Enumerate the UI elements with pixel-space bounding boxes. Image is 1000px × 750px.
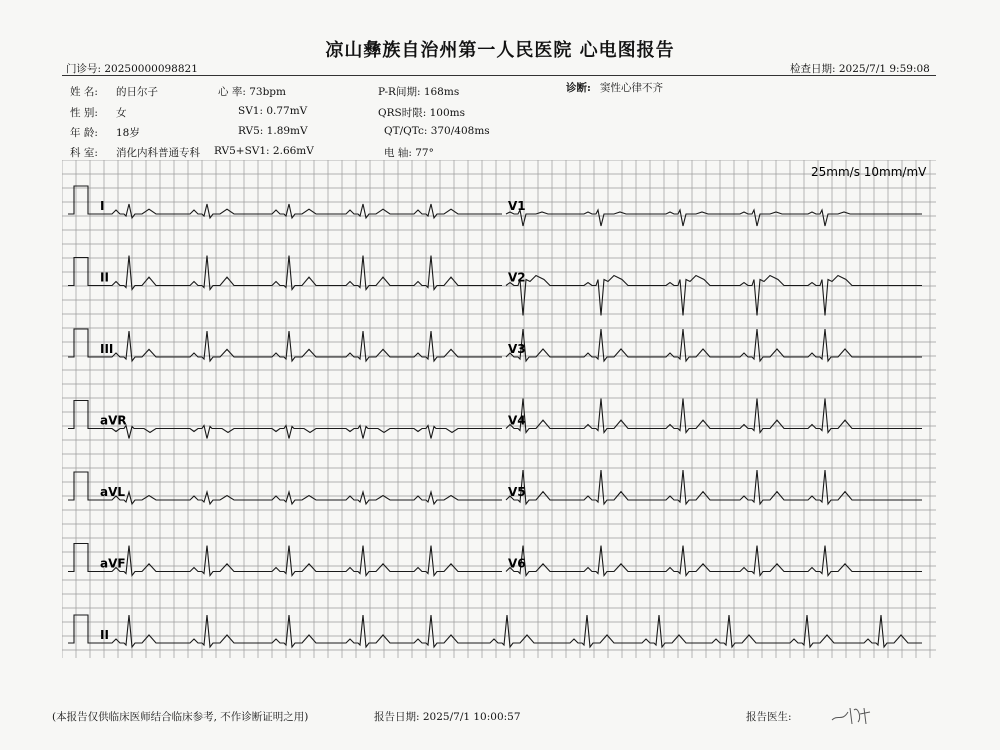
report-title: 凉山彝族自治州第一人民医院 心电图报告 (325, 40, 675, 61)
lead-label-v2: V2 (508, 270, 526, 285)
patient-sex: 女 (116, 107, 127, 119)
lead-label-i: I (100, 199, 105, 213)
patient-dept: 消化内科普通专科 (116, 147, 200, 159)
patient-name: 的日尔子 (116, 86, 158, 98)
diagnosis-value: 窦性心律不齐 (600, 82, 663, 94)
qrs-duration: QRS时限: 100ms (378, 107, 465, 119)
lead-label-ii: II (100, 270, 109, 285)
lead-label-iii: III (100, 342, 114, 356)
lead-label-avl: aVL (100, 485, 126, 499)
calibration-note: 25mm/s 10mm/mV (811, 165, 927, 179)
lead-label-v3: V3 (508, 342, 526, 356)
ecg-trace-canvas (62, 160, 936, 658)
lead-label-v5: V5 (508, 485, 526, 499)
age-label: 年 龄: (70, 127, 98, 139)
patient-age: 18岁 (116, 127, 140, 139)
lead-label-avf: aVF (100, 556, 126, 571)
sv1-value: SV1: 0.77mV (238, 105, 308, 117)
rv5-value: RV5: 1.89mV (238, 125, 308, 137)
name-label: 姓 名: (70, 86, 98, 98)
sex-label: 性 别: (70, 107, 98, 119)
pr-interval: P-R间期: 168ms (378, 86, 460, 98)
report-date: 报告日期: 2025/7/1 10:00:57 (374, 711, 521, 723)
ecg-grid (62, 160, 936, 658)
header-divider (62, 75, 936, 76)
doctor-label: 报告医生: (746, 711, 792, 723)
electrical-axis: 电 轴: 77° (384, 147, 434, 159)
qt-qtc: QT/QTc: 370/408ms (384, 125, 490, 137)
outpatient-number: 门诊号: 20250000098821 (66, 63, 198, 75)
lead-label-v1: V1 (508, 199, 526, 213)
disclaimer: (本报告仅供临床医师结合临床参考, 不作诊断证明之用) (52, 711, 309, 723)
lead-label-ii: II (100, 628, 109, 642)
rv5-sv1-value: RV5+SV1: 2.66mV (214, 145, 314, 157)
doctor-signature (828, 700, 888, 728)
diagnosis-label: 诊断: (566, 82, 591, 94)
lead-label-v4: V4 (508, 413, 526, 428)
heart-rate: 心 率: 73bpm (218, 86, 286, 98)
lead-label-avr: aVR (100, 413, 127, 428)
dept-label: 科 室: (70, 147, 98, 159)
exam-date: 检查日期: 2025/7/1 9:59:08 (790, 63, 930, 75)
lead-label-v6: V6 (508, 556, 526, 571)
